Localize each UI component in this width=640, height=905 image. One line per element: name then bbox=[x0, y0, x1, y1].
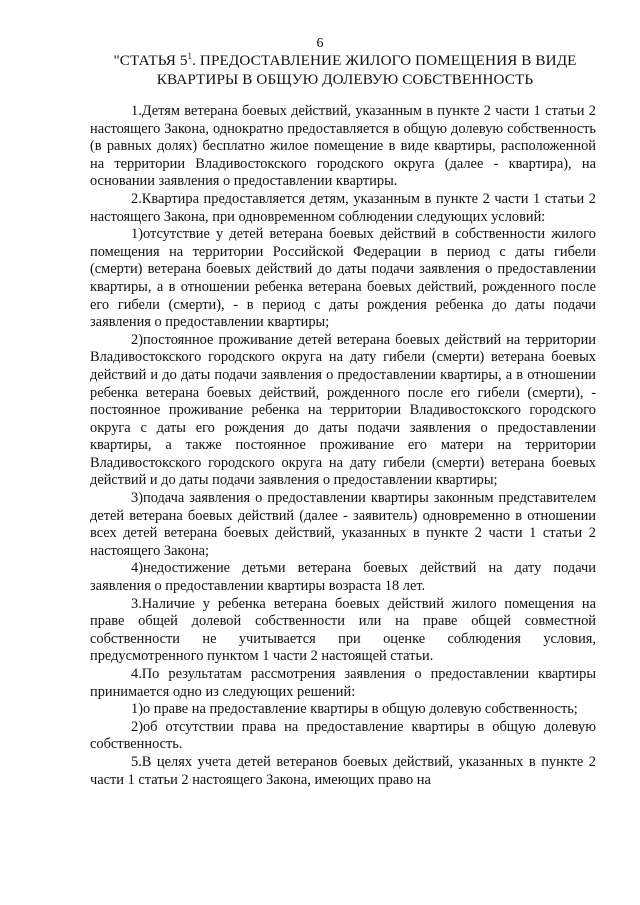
paragraph-clause-3: 3.Наличие у ребенка ветерана боевых действий жилого помещения на праве общей долевой собственности или на праве общей совместной собственности не учитывается при оценке соблюдения условия, предусмотренного пунктом 1 части 2 настоящей статьи. bbox=[90, 595, 596, 665]
paragraph-condition-2: 2)постоянное проживание детей ветерана боевых действий на территории Владивостокского городского округа на дату гибели (смерти) ветерана боевых действий и до даты подачи заявления о предоставлении квартиры, а в отношении ребенка ветерана боевых действий, рожденного после его гибели (смерти), - постоянное проживание ребенка на территории Владивостокского городского округа с даты его рождения до даты подачи заявления о предоставлении квартиры, а также постоянное проживание его матери на территории Владивостокского городского округа на дату гибели (смерти) ветерана боевых действий и до даты подачи заявления о предоставлении квартиры; bbox=[90, 331, 596, 489]
article-title bbox=[90, 51, 600, 89]
paragraph-clause-5: 5.В целях учета детей ветеранов боевых действий, указанных в пункте 2 части 1 статьи 2 настоящего Закона, имеющих право на bbox=[90, 753, 596, 788]
paragraph-clause-1: 1.Детям ветерана боевых действий, указанным в пункте 2 части 1 статьи 2 настоящего Закона, однократно предоставляется в общую долевую собственность (в равных долях) бесплатно жилое помещение в виде квартиры, расположенной на территории Владивостокского городского округа (далее - квартира), на основании заявления о предоставлении квартиры. bbox=[90, 103, 596, 190]
article-body bbox=[90, 103, 596, 789]
paragraph-condition-4: 4)недостижение детьми ветерана боевых действий на дату подачи заявления о предоставлении квартиры возраста 18 лет. bbox=[90, 560, 596, 595]
paragraph-condition-1: 1)отсутствие у детей ветерана боевых действий в собственности жилого помещения на территории Российской Федерации в период с даты гибели (смерти) ветерана боевых действий до даты подачи заявления о предоставлении квартиры, а в отношении ребенка ветерана боевых действий, рожденного после его гибели (смерти), - в период с даты рождения ребенка до даты подачи заявления о предоставлении квартиры; bbox=[90, 226, 596, 331]
paragraph-clause-2: 2.Квартира предоставляется детям, указанным в пункте 2 части 1 статьи 2 настоящего Закона, при одновременном соблюдении следующих условий: bbox=[90, 190, 596, 225]
paragraph-decision-1: 1)о праве на предоставление квартиры в общую долевую собственность; bbox=[131, 701, 578, 718]
article-title-prefix: "СТАТЬЯ 5 bbox=[113, 52, 188, 69]
paragraph-condition-3: 3)подача заявления о предоставлении квартиры законным представителем детей ветерана боевых действий (далее - заявитель) одновременно в отношении всех детей ветерана боевых действий, указанных в пункте 2 части 1 статьи 2 настоящего Закона; bbox=[90, 490, 596, 559]
paragraph-clause-4: 4.По результатам рассмотрения заявления о предоставлении квартиры принимается одно из следующих решений: bbox=[90, 666, 596, 700]
article-number-superscript: 1 bbox=[187, 51, 193, 61]
page-number: 6 bbox=[316, 36, 324, 51]
article-title-text: . ПРЕДОСТАВЛЕНИЕ ЖИЛОГО ПОМЕЩЕНИЯ В ВИДЕ КВАРТИРЫ В ОБЩУЮ ДОЛЕВУЮ СОБСТВЕННОСТЬ bbox=[156, 52, 577, 88]
paragraph-decision-2: 2)об отсутствии права на предоставление квартиры в общую долевую собственность. bbox=[90, 718, 596, 753]
